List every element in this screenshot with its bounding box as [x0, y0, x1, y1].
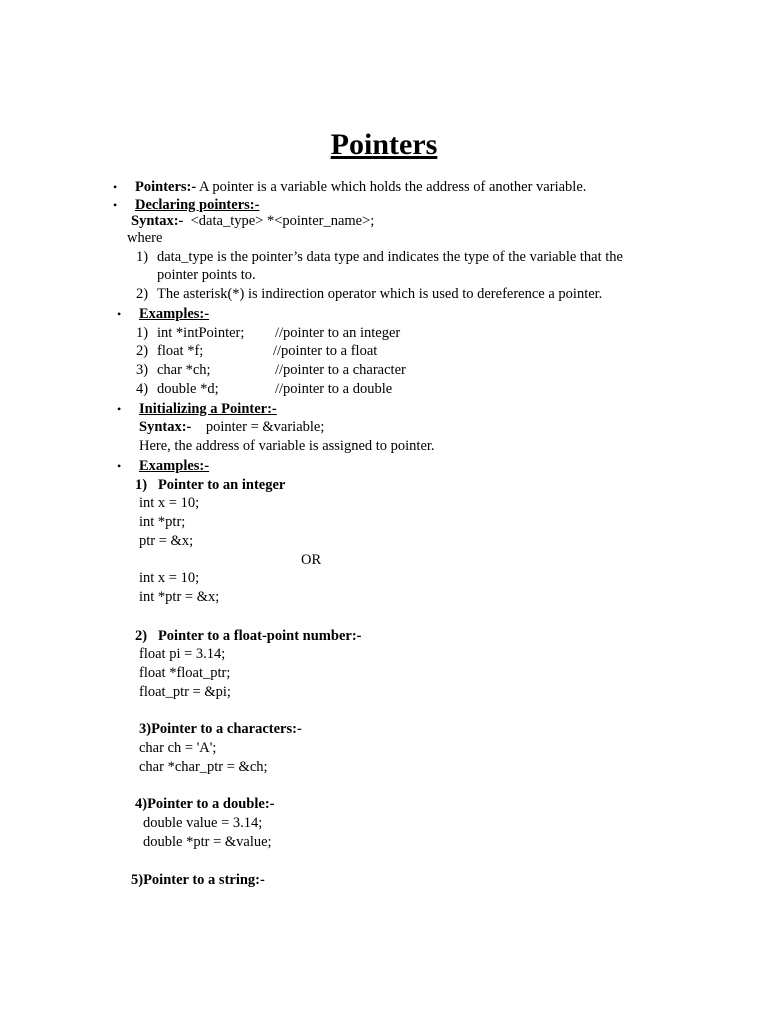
- bullet-examples-2: •: [117, 459, 122, 473]
- initializing-syntax-text: pointer = &variable;: [191, 419, 325, 435]
- example-float-line-2: float *float_ptr;: [139, 665, 231, 681]
- examples-1-comment-2: //pointer to a float: [273, 343, 378, 359]
- declaring-heading: Declaring pointers:-: [135, 197, 260, 213]
- example-integer-alt-line-1: int x = 10;: [139, 570, 200, 586]
- page-title: Pointers: [330, 128, 438, 161]
- example-integer-alt-line-2: int *ptr = &x;: [139, 589, 220, 605]
- example-string-title: 5)Pointer to a string:-: [131, 872, 265, 888]
- declaring-item-2-num: 2): [136, 286, 149, 302]
- example-integer-line-2: int *ptr;: [139, 514, 186, 530]
- example-integer-title: 1) Pointer to an integer: [135, 477, 286, 493]
- declaring-syntax: [131, 212, 374, 230]
- initializing-here: Here, the address of variable is assigned to pointer.: [139, 438, 435, 454]
- example-float-title: 2) Pointer to a float-point number:-: [135, 628, 362, 644]
- example-integer-line-1: int x = 10;: [139, 495, 200, 511]
- bullet-intro: •: [113, 180, 118, 194]
- declaring-item-1-line1: data_type is the pointer’s data type and indicates the type of the variable that the: [157, 249, 623, 265]
- initializing-syntax-label: Syntax:-: [139, 419, 192, 435]
- initializing-syntax: [139, 418, 324, 436]
- declaring-syntax-label: Syntax:-: [131, 213, 184, 229]
- examples-1-comment-3: //pointer to a character: [275, 362, 406, 378]
- examples-1-num-3: 3): [136, 362, 149, 378]
- intro-label: Pointers:-: [135, 179, 197, 195]
- declaring-syntax-text: <data_type> *<pointer_name>;: [183, 213, 375, 229]
- example-float-line-3: float_ptr = &pi;: [139, 684, 231, 700]
- examples-1-heading: Examples:-: [139, 306, 210, 322]
- bullet-declaring: •: [113, 198, 118, 212]
- example-integer-or: OR: [301, 552, 322, 568]
- examples-2-heading: Examples:-: [139, 458, 210, 474]
- examples-1-code-4: double *d;: [157, 381, 219, 397]
- example-char-title: 3)Pointer to a characters:-: [139, 721, 302, 737]
- examples-1-comment-4: //pointer to a double: [275, 381, 393, 397]
- initializing-heading: Initializing a Pointer:-: [139, 401, 277, 417]
- bullet-examples-1: •: [117, 307, 122, 321]
- example-double-title: 4)Pointer to a double:-: [135, 796, 275, 812]
- example-integer-line-3: ptr = &x;: [139, 533, 194, 549]
- declaring-item-1-line2: pointer points to.: [157, 267, 256, 283]
- examples-1-num-4: 4): [136, 381, 149, 397]
- declaring-where: where: [127, 230, 163, 246]
- declaring-item-1-num: 1): [136, 249, 149, 265]
- bullet-initializing: •: [117, 402, 122, 416]
- example-char-line-2: char *char_ptr = &ch;: [139, 759, 268, 775]
- intro-text: A pointer is a variable which holds the address of another variable.: [196, 179, 587, 195]
- example-char-line-1: char ch = 'A';: [139, 740, 217, 756]
- examples-1-num-1: 1): [136, 325, 149, 341]
- example-double-line-2: double *ptr = &value;: [143, 834, 272, 850]
- examples-1-code-2: float *f;: [157, 343, 204, 359]
- examples-1-num-2: 2): [136, 343, 149, 359]
- intro-line: [135, 178, 586, 196]
- example-double-line-1: double value = 3.14;: [143, 815, 263, 831]
- example-float-line-1: float pi = 3.14;: [139, 646, 226, 662]
- examples-1-code-3: char *ch;: [157, 362, 211, 378]
- declaring-item-2-line1: The asterisk(*) is indirection operator which is used to dereference a pointer.: [157, 286, 603, 302]
- examples-1-code-1: int *intPointer;: [157, 325, 245, 341]
- examples-1-comment-1: //pointer to an integer: [275, 325, 401, 341]
